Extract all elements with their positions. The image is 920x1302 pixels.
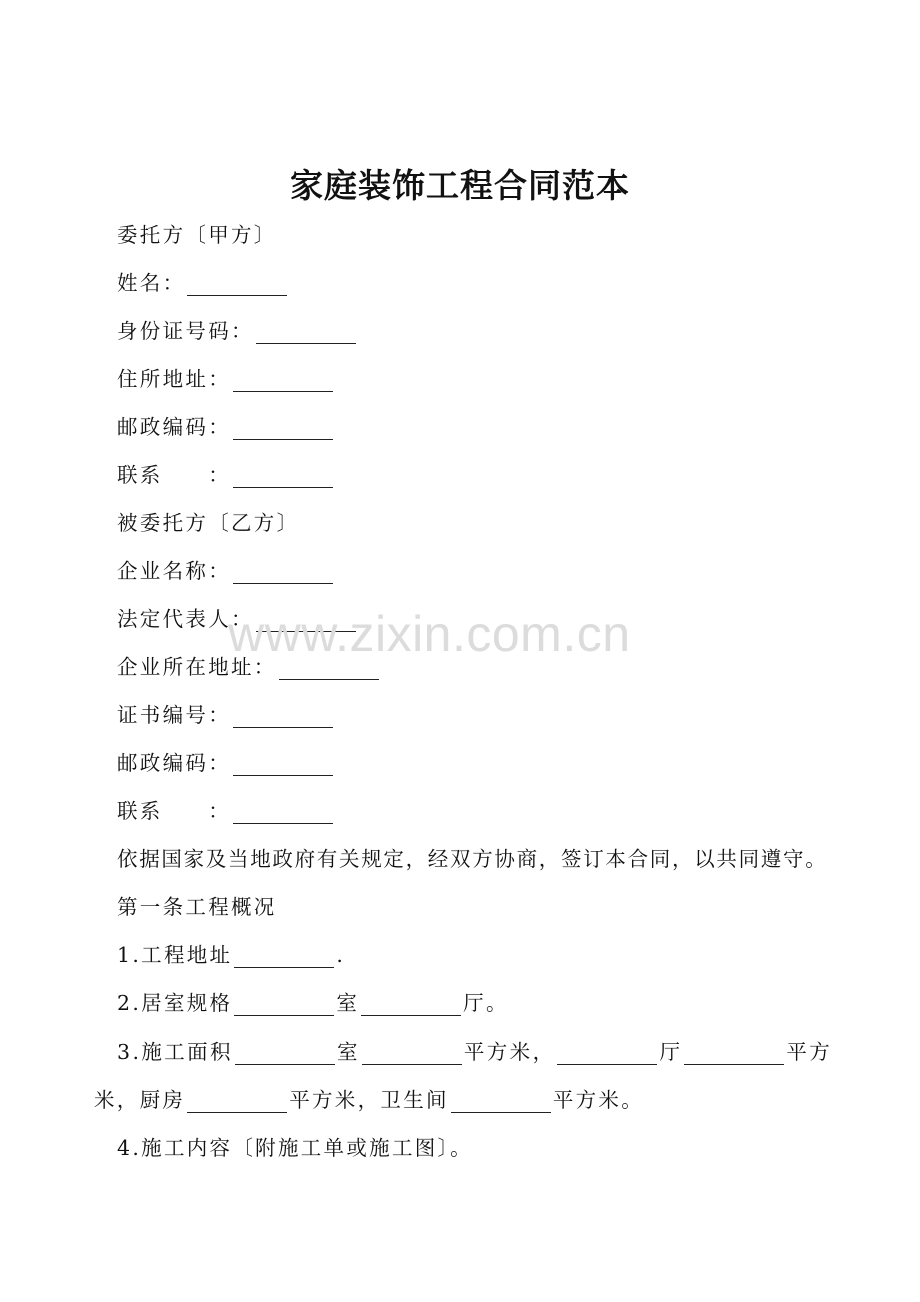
area-rooms-blank[interactable] bbox=[235, 1042, 335, 1065]
rooms-count-blank[interactable] bbox=[234, 993, 334, 1016]
kitchen-area-blank[interactable] bbox=[187, 1090, 287, 1113]
party-b-postcode-label: 邮政编码： bbox=[117, 751, 231, 775]
party-a-address-line bbox=[117, 364, 335, 394]
party-a-postcode-blank[interactable] bbox=[233, 417, 333, 440]
party-b-company-blank[interactable] bbox=[233, 561, 333, 584]
watermark: www.zixin.com.cn bbox=[228, 606, 631, 662]
party-a-contact-line bbox=[117, 460, 335, 490]
party-b-legal-rep-line bbox=[117, 604, 358, 634]
party-b-cert-label: 证书编号： bbox=[117, 703, 231, 727]
party-a-name-label: 姓名： bbox=[117, 271, 186, 295]
item-3-cont-bath: 平方米，卫生间 bbox=[289, 1088, 449, 1112]
item-2-hall: 厅。 bbox=[463, 991, 509, 1015]
room-area-blank[interactable] bbox=[362, 1042, 462, 1065]
hall-area-blank[interactable] bbox=[684, 1042, 784, 1065]
article-1-item-3-continued bbox=[94, 1085, 644, 1115]
party-b-postcode-blank[interactable] bbox=[233, 753, 333, 776]
party-b-legal-rep-label: 法定代表人： bbox=[117, 607, 254, 631]
party-b-cert-blank[interactable] bbox=[233, 705, 333, 728]
project-address-blank[interactable] bbox=[234, 945, 334, 968]
party-a-id-blank[interactable] bbox=[256, 321, 356, 344]
document-title: 家庭装饰工程合同范本 bbox=[290, 166, 630, 205]
party-b-address-blank[interactable] bbox=[279, 657, 379, 680]
party-a-id-line bbox=[117, 316, 358, 346]
party-a-postcode-line bbox=[117, 412, 335, 442]
party-b-address-label: 企业所在地址： bbox=[117, 655, 277, 679]
party-b-contact-blank[interactable] bbox=[233, 801, 333, 824]
item-3-cont-m: 米，厨房 bbox=[94, 1088, 186, 1112]
item-1-label: 1.工程地址 bbox=[117, 943, 233, 967]
bathroom-area-blank[interactable] bbox=[451, 1090, 551, 1113]
item-2-label: 2.居室规格 bbox=[117, 991, 233, 1015]
item-2-room: 室 bbox=[336, 991, 360, 1015]
article-1-item-3 bbox=[117, 1037, 832, 1067]
article-1-item-2 bbox=[117, 988, 509, 1018]
party-a-name-blank[interactable] bbox=[187, 273, 287, 296]
item-3-label: 3.施工面积 bbox=[117, 1040, 233, 1064]
party-b-contact-label: 联系 ： bbox=[117, 799, 231, 823]
party-a-name-line bbox=[117, 268, 289, 298]
party-b-contact-line bbox=[117, 796, 335, 826]
item-3-hall: 厅 bbox=[659, 1040, 683, 1064]
party-a-id-label: 身份证号码： bbox=[117, 319, 254, 343]
item-3-sqm: 平方米， bbox=[463, 1040, 556, 1064]
item-3-sq: 平方 bbox=[786, 1040, 833, 1064]
intro-paragraph: 依据国家及当地政府有关规定，经双方协商，签订本合同，以共同遵守。 bbox=[117, 847, 828, 871]
article-1-item-4: 4.施工内容〔附施工单或施工图〕。 bbox=[117, 1136, 473, 1160]
party-a-address-blank[interactable] bbox=[233, 369, 333, 392]
party-b-cert-line bbox=[117, 700, 335, 730]
party-a-heading: 委托方〔甲方〕 bbox=[117, 223, 277, 247]
party-b-company-label: 企业名称： bbox=[117, 559, 231, 583]
party-a-postcode-label: 邮政编码： bbox=[117, 415, 231, 439]
item-3-cont-end: 平方米。 bbox=[552, 1088, 645, 1112]
party-b-address-line bbox=[117, 652, 381, 682]
party-b-company-line bbox=[117, 556, 335, 586]
item-1-suffix: . bbox=[336, 943, 346, 967]
party-b-heading: 被委托方〔乙方〕 bbox=[117, 511, 300, 535]
item-3-room: 室 bbox=[336, 1040, 360, 1064]
party-a-contact-blank[interactable] bbox=[233, 465, 333, 488]
article-1-heading: 第一条工程概况 bbox=[117, 895, 277, 919]
party-b-legal-rep-blank[interactable] bbox=[256, 609, 356, 632]
area-halls-blank[interactable] bbox=[557, 1042, 657, 1065]
article-1-item-1 bbox=[117, 940, 345, 970]
halls-count-blank[interactable] bbox=[361, 993, 461, 1016]
party-a-address-label: 住所地址： bbox=[117, 367, 231, 391]
party-b-postcode-line bbox=[117, 748, 335, 778]
party-a-contact-label: 联系 ： bbox=[117, 463, 231, 487]
